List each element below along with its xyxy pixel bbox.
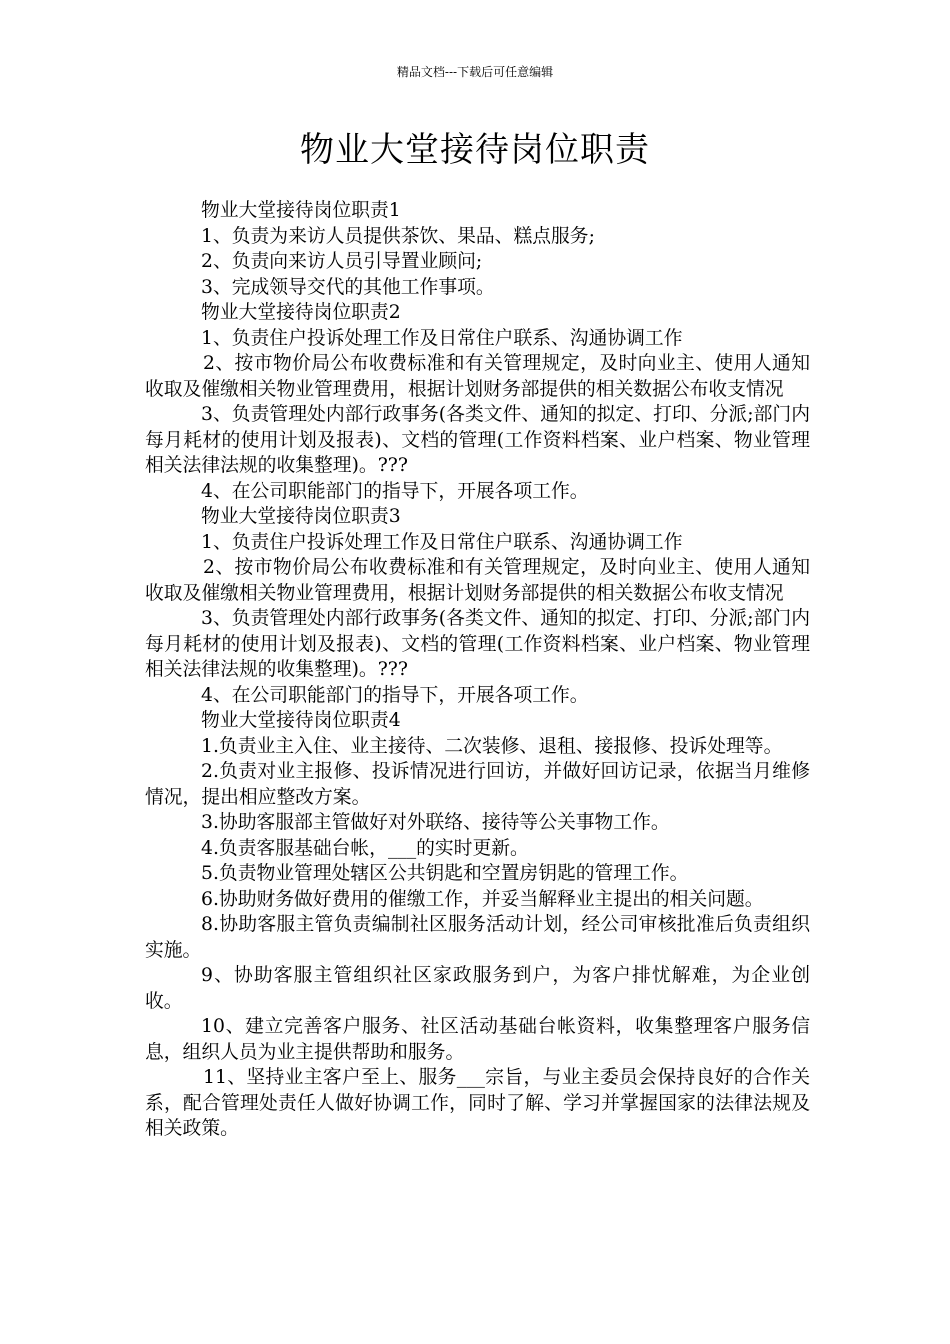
paragraph: 3、负责管理处内部行政事务(各类文件、通知的拟定、打印、分派;部门内每月耗材的使用计划及报表)、文档的管理(工作资料档案、业户档案、物业管理相关法律法规的收集整理)。???: [145, 404, 810, 476]
paragraph: 2、按市物价局公布收费标准和有关管理规定，及时向业主、使用人通知收取及催缴相关物业管理费用，根据计划财务部提供的相关数据公布收支情况: [145, 557, 810, 604]
section-heading-3: 物业大堂接待岗位职责3: [201, 506, 401, 527]
document-title: 物业大堂接待岗位职责: [300, 130, 650, 170]
paragraph: 3、完成领导交代的其他工作事项。: [201, 276, 495, 298]
section-heading-4: 物业大堂接待岗位职责4: [201, 710, 401, 731]
paragraph: 9、协助客服主管组织社区家政服务到户，为客户排忧解难，为企业创收。: [145, 965, 810, 1012]
paragraph: 2.负责对业主报修、投诉情况进行回访，并做好回访记录，依据当月维修情况，提出相应整改方案。: [145, 761, 810, 808]
paragraph: 10、建立完善客户服务、社区活动基础台帐资料，收集整理客户服务信息，组织人员为业主提供帮助和服务。: [145, 1016, 810, 1063]
section-heading-2: 物业大堂接待岗位职责2: [201, 302, 401, 323]
header-note: 精品文档---下载后可任意编辑: [396, 65, 554, 79]
paragraph: 3.协助客服部主管做好对外联络、接待等公关事物工作。: [201, 812, 670, 833]
paragraph: 1、负责住户投诉处理工作及日常住户联系、沟通协调工作: [201, 531, 683, 553]
paragraph: 6.协助财务做好费用的催缴工作，并妥当解释业主提出的相关问题。: [201, 888, 764, 910]
paragraph: 4.负责客服基础台帐，___的实时更新。: [201, 837, 529, 859]
paragraph: 8.协助客服主管负责编制社区服务活动计划，经公司审核批准后负责组织实施。: [145, 914, 810, 961]
section-heading-1: 物业大堂接待岗位职责1: [201, 200, 401, 221]
paragraph: 4、在公司职能部门的指导下，开展各项工作。: [201, 480, 589, 502]
paragraph: 1、负责住户投诉处理工作及日常住户联系、沟通协调工作: [201, 327, 683, 349]
paragraph: 1、负责为来访人员提供茶饮、果品、糕点服务;: [201, 225, 595, 247]
paragraph: 11、坚持业主客户至上、服务___宗旨，与业主委员会保持良好的合作关系，配合管理处责任人做好协调工作，同时了解、学习并掌握国家的法律法规及相关政策。: [145, 1067, 810, 1139]
paragraph: 2、按市物价局公布收费标准和有关管理规定，及时向业主、使用人通知收取及催缴相关物业管理费用，根据计划财务部提供的相关数据公布收支情况: [145, 353, 810, 400]
paragraph: 3、负责管理处内部行政事务(各类文件、通知的拟定、打印、分派;部门内每月耗材的使用计划及报表)、文档的管理(工作资料档案、业户档案、物业管理相关法律法规的收集整理)。???: [145, 608, 810, 680]
document-body: [145, 198, 810, 1142]
paragraph: 1.负责业主入住、业主接待、二次装修、退租、接报修、投诉处理等。: [201, 735, 783, 757]
paragraph: 4、在公司职能部门的指导下，开展各项工作。: [201, 684, 589, 706]
paragraph: 5.负责物业管理处辖区公共钥匙和空置房钥匙的管理工作。: [201, 863, 689, 884]
paragraph: 2、负责向来访人员引导置业顾问;: [201, 251, 483, 272]
